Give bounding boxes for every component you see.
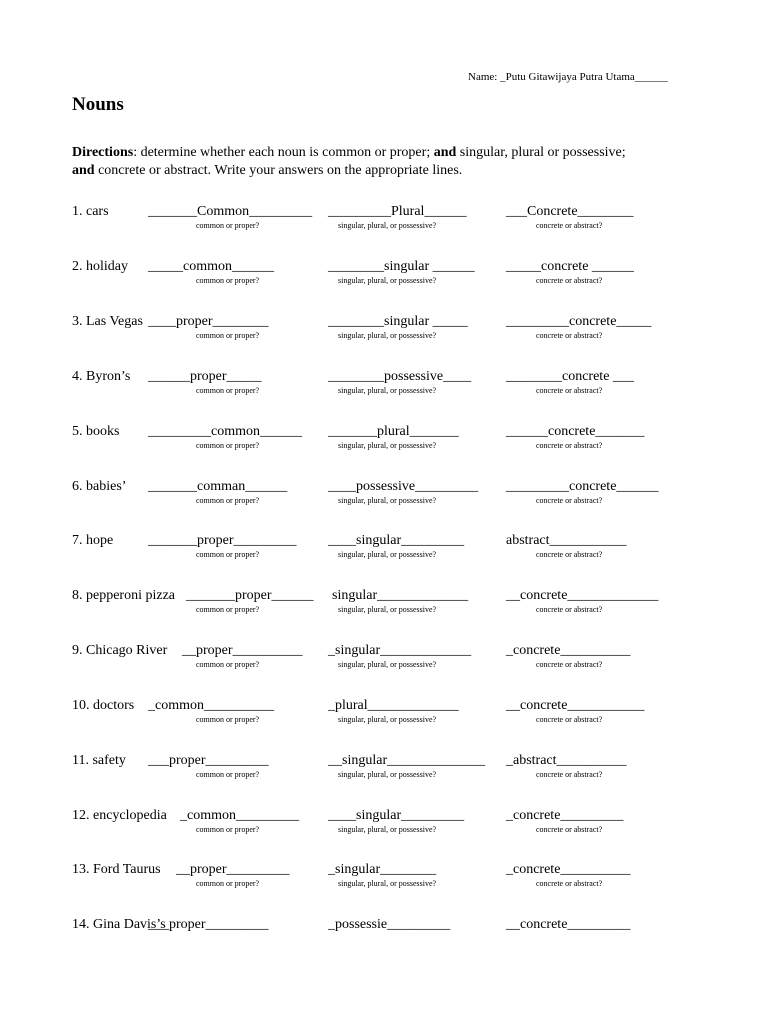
common-proper-hint: common or proper? xyxy=(196,386,260,395)
concrete-abstract-answer[interactable]: _concrete__________ xyxy=(506,643,631,658)
number-hint: singular, plural, or possessive? xyxy=(338,660,437,669)
common-proper-answer[interactable]: ___proper_________ xyxy=(148,753,269,768)
common-proper-hint: common or proper? xyxy=(196,221,260,230)
common-proper-answer[interactable]: __proper__________ xyxy=(182,643,303,658)
concrete-abstract-answer[interactable]: _____concrete ______ xyxy=(506,259,634,274)
common-proper-hint: common or proper? xyxy=(196,660,260,669)
page-title: Nouns xyxy=(72,94,124,115)
number-answer[interactable]: _possessie_________ xyxy=(328,917,451,932)
common-proper-hint: common or proper? xyxy=(196,441,260,450)
number-hint: singular, plural, or possessive? xyxy=(338,276,437,285)
concrete-abstract-hint: concrete or abstract? xyxy=(536,386,603,395)
common-proper-answer[interactable]: ____proper________ xyxy=(148,314,269,329)
concrete-abstract-answer[interactable]: abstract___________ xyxy=(506,533,627,548)
noun-label: 13. Ford Taurus xyxy=(72,862,161,877)
common-proper-answer[interactable]: _______proper_________ xyxy=(148,533,297,548)
concrete-abstract-hint: concrete or abstract? xyxy=(536,496,603,505)
noun-label: 8. pepperoni pizza xyxy=(72,588,176,603)
noun-label: 10. doctors xyxy=(72,698,135,713)
concrete-abstract-hint: concrete or abstract? xyxy=(536,441,603,450)
concrete-abstract-hint: concrete or abstract? xyxy=(536,660,603,669)
number-answer[interactable]: _singular_____________ xyxy=(328,643,472,658)
number-answer[interactable]: ________singular _____ xyxy=(328,314,468,329)
noun-item xyxy=(0,424,768,464)
noun-item xyxy=(0,753,768,793)
common-proper-answer[interactable]: _common__________ xyxy=(148,698,274,713)
common-proper-hint: common or proper? xyxy=(196,331,260,340)
noun-item xyxy=(0,862,768,902)
noun-item xyxy=(0,917,768,957)
number-hint: singular, plural, or possessive? xyxy=(338,605,437,614)
noun-label: 1. cars xyxy=(72,204,109,219)
concrete-abstract-hint: concrete or abstract? xyxy=(536,550,603,559)
noun-item xyxy=(0,314,768,354)
noun-label: 5. books xyxy=(72,424,120,439)
number-hint: singular, plural, or possessive? xyxy=(338,879,437,888)
number-answer[interactable]: __singular______________ xyxy=(328,753,486,768)
noun-label: 7. hope xyxy=(72,533,114,548)
common-proper-answer[interactable]: _____common______ xyxy=(148,259,274,274)
concrete-abstract-hint: concrete or abstract? xyxy=(536,276,603,285)
number-hint: singular, plural, or possessive? xyxy=(338,496,437,505)
common-proper-answer[interactable]: _______proper______ xyxy=(186,588,314,603)
concrete-abstract-answer[interactable]: ___Concrete________ xyxy=(506,204,634,219)
common-proper-hint: common or proper? xyxy=(196,276,260,285)
noun-item xyxy=(0,533,768,573)
noun-item xyxy=(0,808,768,848)
number-hint: singular, plural, or possessive? xyxy=(338,221,437,230)
number-answer[interactable]: _________Plural______ xyxy=(328,204,467,219)
concrete-abstract-hint: concrete or abstract? xyxy=(536,331,603,340)
directions-and-2: and xyxy=(72,163,95,178)
concrete-abstract-hint: concrete or abstract? xyxy=(536,825,603,834)
number-hint: singular, plural, or possessive? xyxy=(338,550,437,559)
common-proper-answer[interactable]: _______Common_________ xyxy=(148,204,313,219)
common-proper-hint: common or proper? xyxy=(196,879,260,888)
number-answer[interactable]: ________possessive____ xyxy=(328,369,472,384)
common-proper-hint: common or proper? xyxy=(196,496,260,505)
common-proper-answer[interactable]: _common_________ xyxy=(180,808,299,823)
concrete-abstract-hint: concrete or abstract? xyxy=(536,879,603,888)
directions-text-1: : determine whether each noun is common or proper; xyxy=(133,145,434,160)
concrete-abstract-answer[interactable]: __concrete___________ xyxy=(506,698,645,713)
noun-label: 3. Las Vegas xyxy=(72,314,143,329)
number-answer[interactable]: _______plural_______ xyxy=(328,424,459,439)
common-proper-answer[interactable]: __proper_________ xyxy=(176,862,290,877)
number-answer[interactable]: ____singular_________ xyxy=(328,808,465,823)
common-proper-answer[interactable]: ______proper_____ xyxy=(148,369,262,384)
number-hint: singular, plural, or possessive? xyxy=(338,331,437,340)
noun-label: 11. safety xyxy=(72,753,126,768)
directions-text-3: concrete or abstract. Write your answers on the appropriate lines. xyxy=(94,163,463,178)
concrete-abstract-answer[interactable]: ______concrete_______ xyxy=(506,424,645,439)
common-proper-answer[interactable]: _________common______ xyxy=(148,424,302,439)
common-proper-hint: common or proper? xyxy=(196,605,260,614)
number-answer[interactable]: _singular________ xyxy=(328,862,437,877)
directions-paragraph xyxy=(72,144,692,180)
noun-label: 14. Gina Davis’s xyxy=(72,917,166,932)
concrete-abstract-answer[interactable]: __concrete_____________ xyxy=(506,588,659,603)
common-proper-answer[interactable]: ___proper_________ xyxy=(148,917,269,932)
common-proper-answer[interactable]: _______comman______ xyxy=(148,479,288,494)
common-proper-hint: common or proper? xyxy=(196,715,260,724)
concrete-abstract-hint: concrete or abstract? xyxy=(536,221,603,230)
concrete-abstract-answer[interactable]: _concrete__________ xyxy=(506,862,631,877)
number-hint: singular, plural, or possessive? xyxy=(338,825,437,834)
concrete-abstract-hint: concrete or abstract? xyxy=(536,715,603,724)
common-proper-hint: common or proper? xyxy=(196,825,260,834)
noun-item xyxy=(0,698,768,738)
noun-item xyxy=(0,479,768,519)
directions-text-2: singular, plural or possessive; xyxy=(456,145,626,160)
noun-item xyxy=(0,588,768,628)
noun-label: 6. babies’ xyxy=(72,479,127,494)
number-hint: singular, plural, or possessive? xyxy=(338,770,437,779)
student-name-line: Name: _Putu Gitawijaya Putra Utama______ xyxy=(468,71,668,83)
noun-label: 9. Chicago River xyxy=(72,643,168,658)
noun-item xyxy=(0,643,768,683)
common-proper-hint: common or proper? xyxy=(196,550,260,559)
concrete-abstract-answer[interactable]: _concrete_________ xyxy=(506,808,624,823)
concrete-abstract-answer[interactable]: _________concrete_____ xyxy=(506,314,652,329)
number-hint: singular, plural, or possessive? xyxy=(338,441,437,450)
concrete-abstract-answer[interactable]: _________concrete______ xyxy=(506,479,659,494)
directions-label: Directions xyxy=(72,145,134,160)
concrete-abstract-hint: concrete or abstract? xyxy=(536,605,603,614)
noun-item xyxy=(0,369,768,409)
concrete-abstract-hint: concrete or abstract? xyxy=(536,770,603,779)
noun-item xyxy=(0,259,768,299)
number-answer[interactable]: singular_____________ xyxy=(332,588,469,603)
concrete-abstract-answer[interactable]: __concrete_________ xyxy=(506,917,631,932)
number-answer[interactable]: _plural_____________ xyxy=(328,698,459,713)
concrete-abstract-answer[interactable]: ________concrete ___ xyxy=(506,369,634,384)
noun-label: 2. holiday xyxy=(72,259,128,274)
number-answer[interactable]: ____possessive_________ xyxy=(328,479,479,494)
concrete-abstract-answer[interactable]: _abstract__________ xyxy=(506,753,627,768)
noun-label: 12. encyclopedia xyxy=(72,808,167,823)
number-hint: singular, plural, or possessive? xyxy=(338,386,437,395)
common-proper-hint: common or proper? xyxy=(196,770,260,779)
number-answer[interactable]: ____singular_________ xyxy=(328,533,465,548)
number-answer[interactable]: ________singular ______ xyxy=(328,259,475,274)
noun-item xyxy=(0,204,768,244)
noun-label: 4. Byron’s xyxy=(72,369,131,384)
directions-and-1: and xyxy=(433,145,457,160)
number-hint: singular, plural, or possessive? xyxy=(338,715,437,724)
